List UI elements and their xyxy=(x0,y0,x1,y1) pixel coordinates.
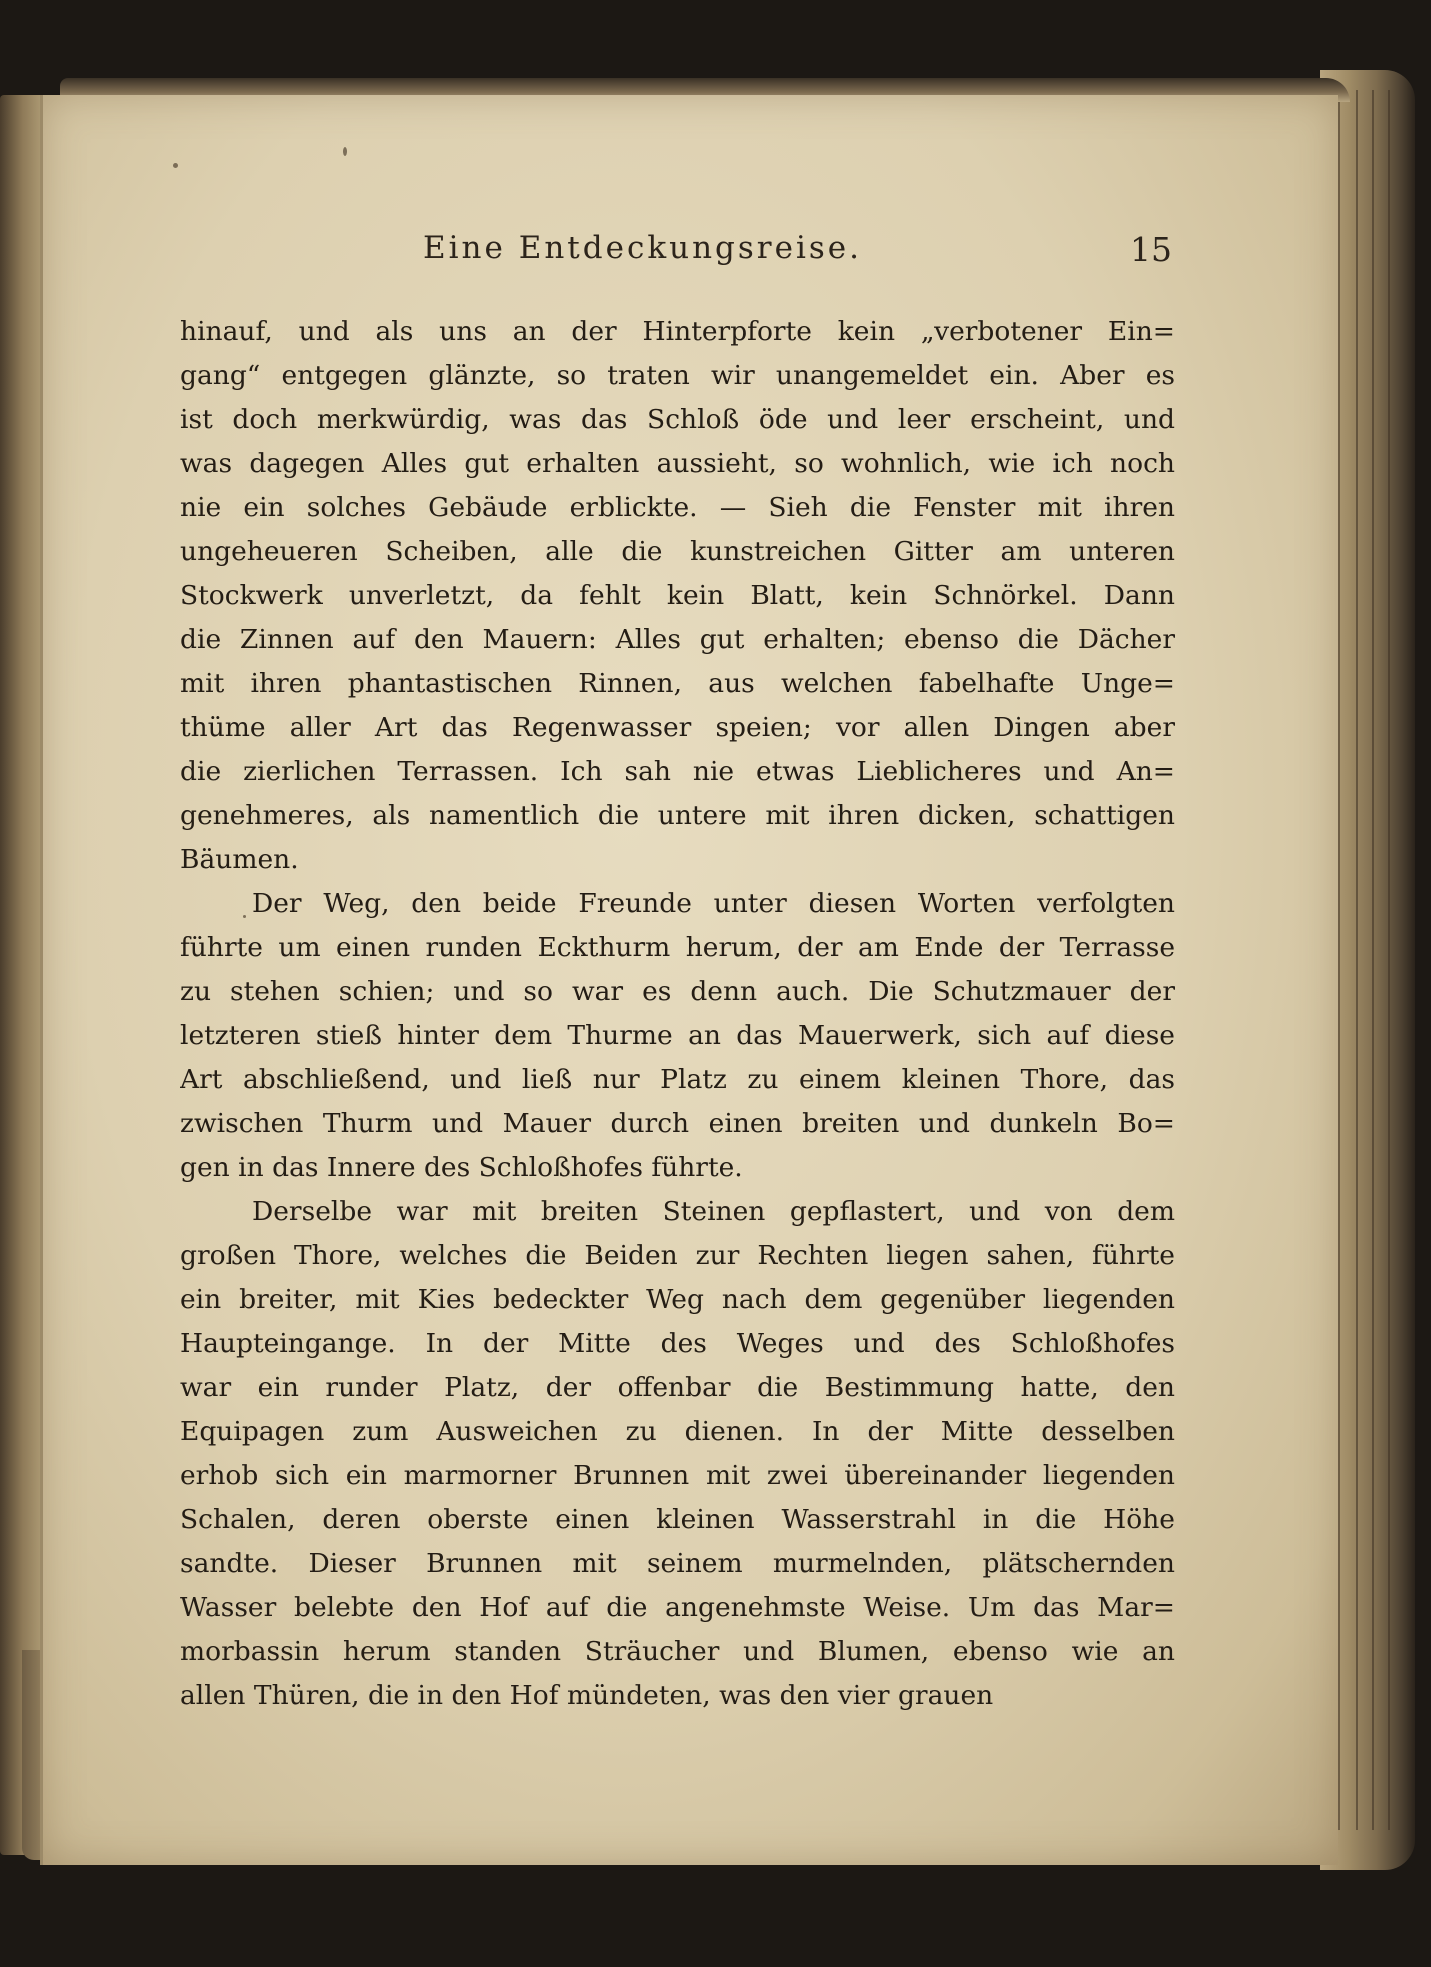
text-line: führte um einen runden Eckthurm herum, der am Ende der Terrasse xyxy=(180,932,1175,963)
text-line: allen Thüren, die in den Hof mündeten, was den vier grauen xyxy=(180,1680,994,1711)
text-line: die zierlichen Terrassen. Ich sah nie etwas Lieblicheres und An= xyxy=(180,756,1175,787)
text-line: letzteren stieß hinter dem Thurme an das Mauerwerk, sich auf diese xyxy=(180,1020,1175,1051)
text-line: Haupteingange. In der Mitte des Weges und des Schloßhofes xyxy=(180,1328,1175,1359)
text-line: mit ihren phantastischen Rinnen, aus welchen fabelhafte Unge= xyxy=(180,668,1175,699)
text-line: erhob sich ein marmorner Brunnen mit zwei übereinander liegenden xyxy=(180,1460,1175,1491)
paragraph xyxy=(180,310,1175,882)
text-line: war ein runder Platz, der offenbar die Bestimmung hatte, den xyxy=(180,1372,1175,1403)
text-line: ein breiter, mit Kies bedeckter Weg nach dem gegenüber liegenden xyxy=(180,1284,1175,1315)
text-line: thüme aller Art das Regenwasser speien; vor allen Dingen aber xyxy=(180,712,1175,743)
text-line: genehmeres, als namentlich die untere mit ihren dicken, schattigen xyxy=(180,800,1175,831)
text-line: Der Weg, den beide Freunde unter diesen Worten verfolgten xyxy=(252,888,1175,919)
text-line: Bäumen. xyxy=(180,844,299,875)
text-line: ungeheueren Scheiben, alle die kunstreichen Gitter am unteren xyxy=(180,536,1175,567)
body-text xyxy=(180,310,1175,1718)
paragraph xyxy=(180,882,1175,1190)
text-line: gang“ entgegen glänzte, so traten wir unangemeldet ein. Aber es xyxy=(180,360,1175,391)
text-line: gen in das Innere des Schloßhofes führte. xyxy=(180,1152,743,1183)
text-line: Stockwerk unverletzt, da fehlt kein Blatt, kein Schnörkel. Dann xyxy=(180,580,1175,611)
text-line: zu stehen schien; und so war es denn auch. Die Schutzmauer der xyxy=(180,976,1175,1007)
paragraph xyxy=(180,1190,1175,1718)
text-line: Derselbe war mit breiten Steinen gepflastert, und von dem xyxy=(252,1196,1175,1227)
running-title: Eine Entdeckungsreise. xyxy=(423,230,862,266)
page-number: 15 xyxy=(1130,230,1172,269)
text-line: sandte. Dieser Brunnen mit seinem murmelnden, plätschernden xyxy=(180,1548,1175,1579)
text-line: Art abschließend, und ließ nur Platz zu einem kleinen Thore, das xyxy=(180,1064,1175,1095)
text-line: hinauf, und als uns an der Hinterpforte kein „verbotener Ein= xyxy=(180,316,1175,347)
text-line: ist doch merkwürdig, was das Schloß öde und leer erscheint, und xyxy=(180,404,1175,435)
text-line: die Zinnen auf den Mauern: Alles gut erhalten; ebenso die Dächer xyxy=(180,624,1175,655)
text-line: morbassin herum standen Sträucher und Blumen, ebenso wie an xyxy=(180,1636,1175,1667)
text-line: großen Thore, welches die Beiden zur Rechten liegen sahen, führte xyxy=(180,1240,1175,1271)
text-line: Equipagen zum Ausweichen zu dienen. In der Mitte desselben xyxy=(180,1416,1175,1447)
text-line: was dagegen Alles gut erhalten aussieht, so wohnlich, wie ich noch xyxy=(180,448,1175,479)
text-line: Wasser belebte den Hof auf die angenehmste Weise. Um das Mar= xyxy=(180,1592,1175,1623)
text-line: Schalen, deren oberste einen kleinen Wasserstrahl in die Höhe xyxy=(180,1504,1175,1535)
text-line: zwischen Thurm und Mauer durch einen breiten und dunkeln Bo= xyxy=(180,1108,1175,1139)
text-line: nie ein solches Gebäude erblickte. — Sieh die Fenster mit ihren xyxy=(180,492,1175,523)
